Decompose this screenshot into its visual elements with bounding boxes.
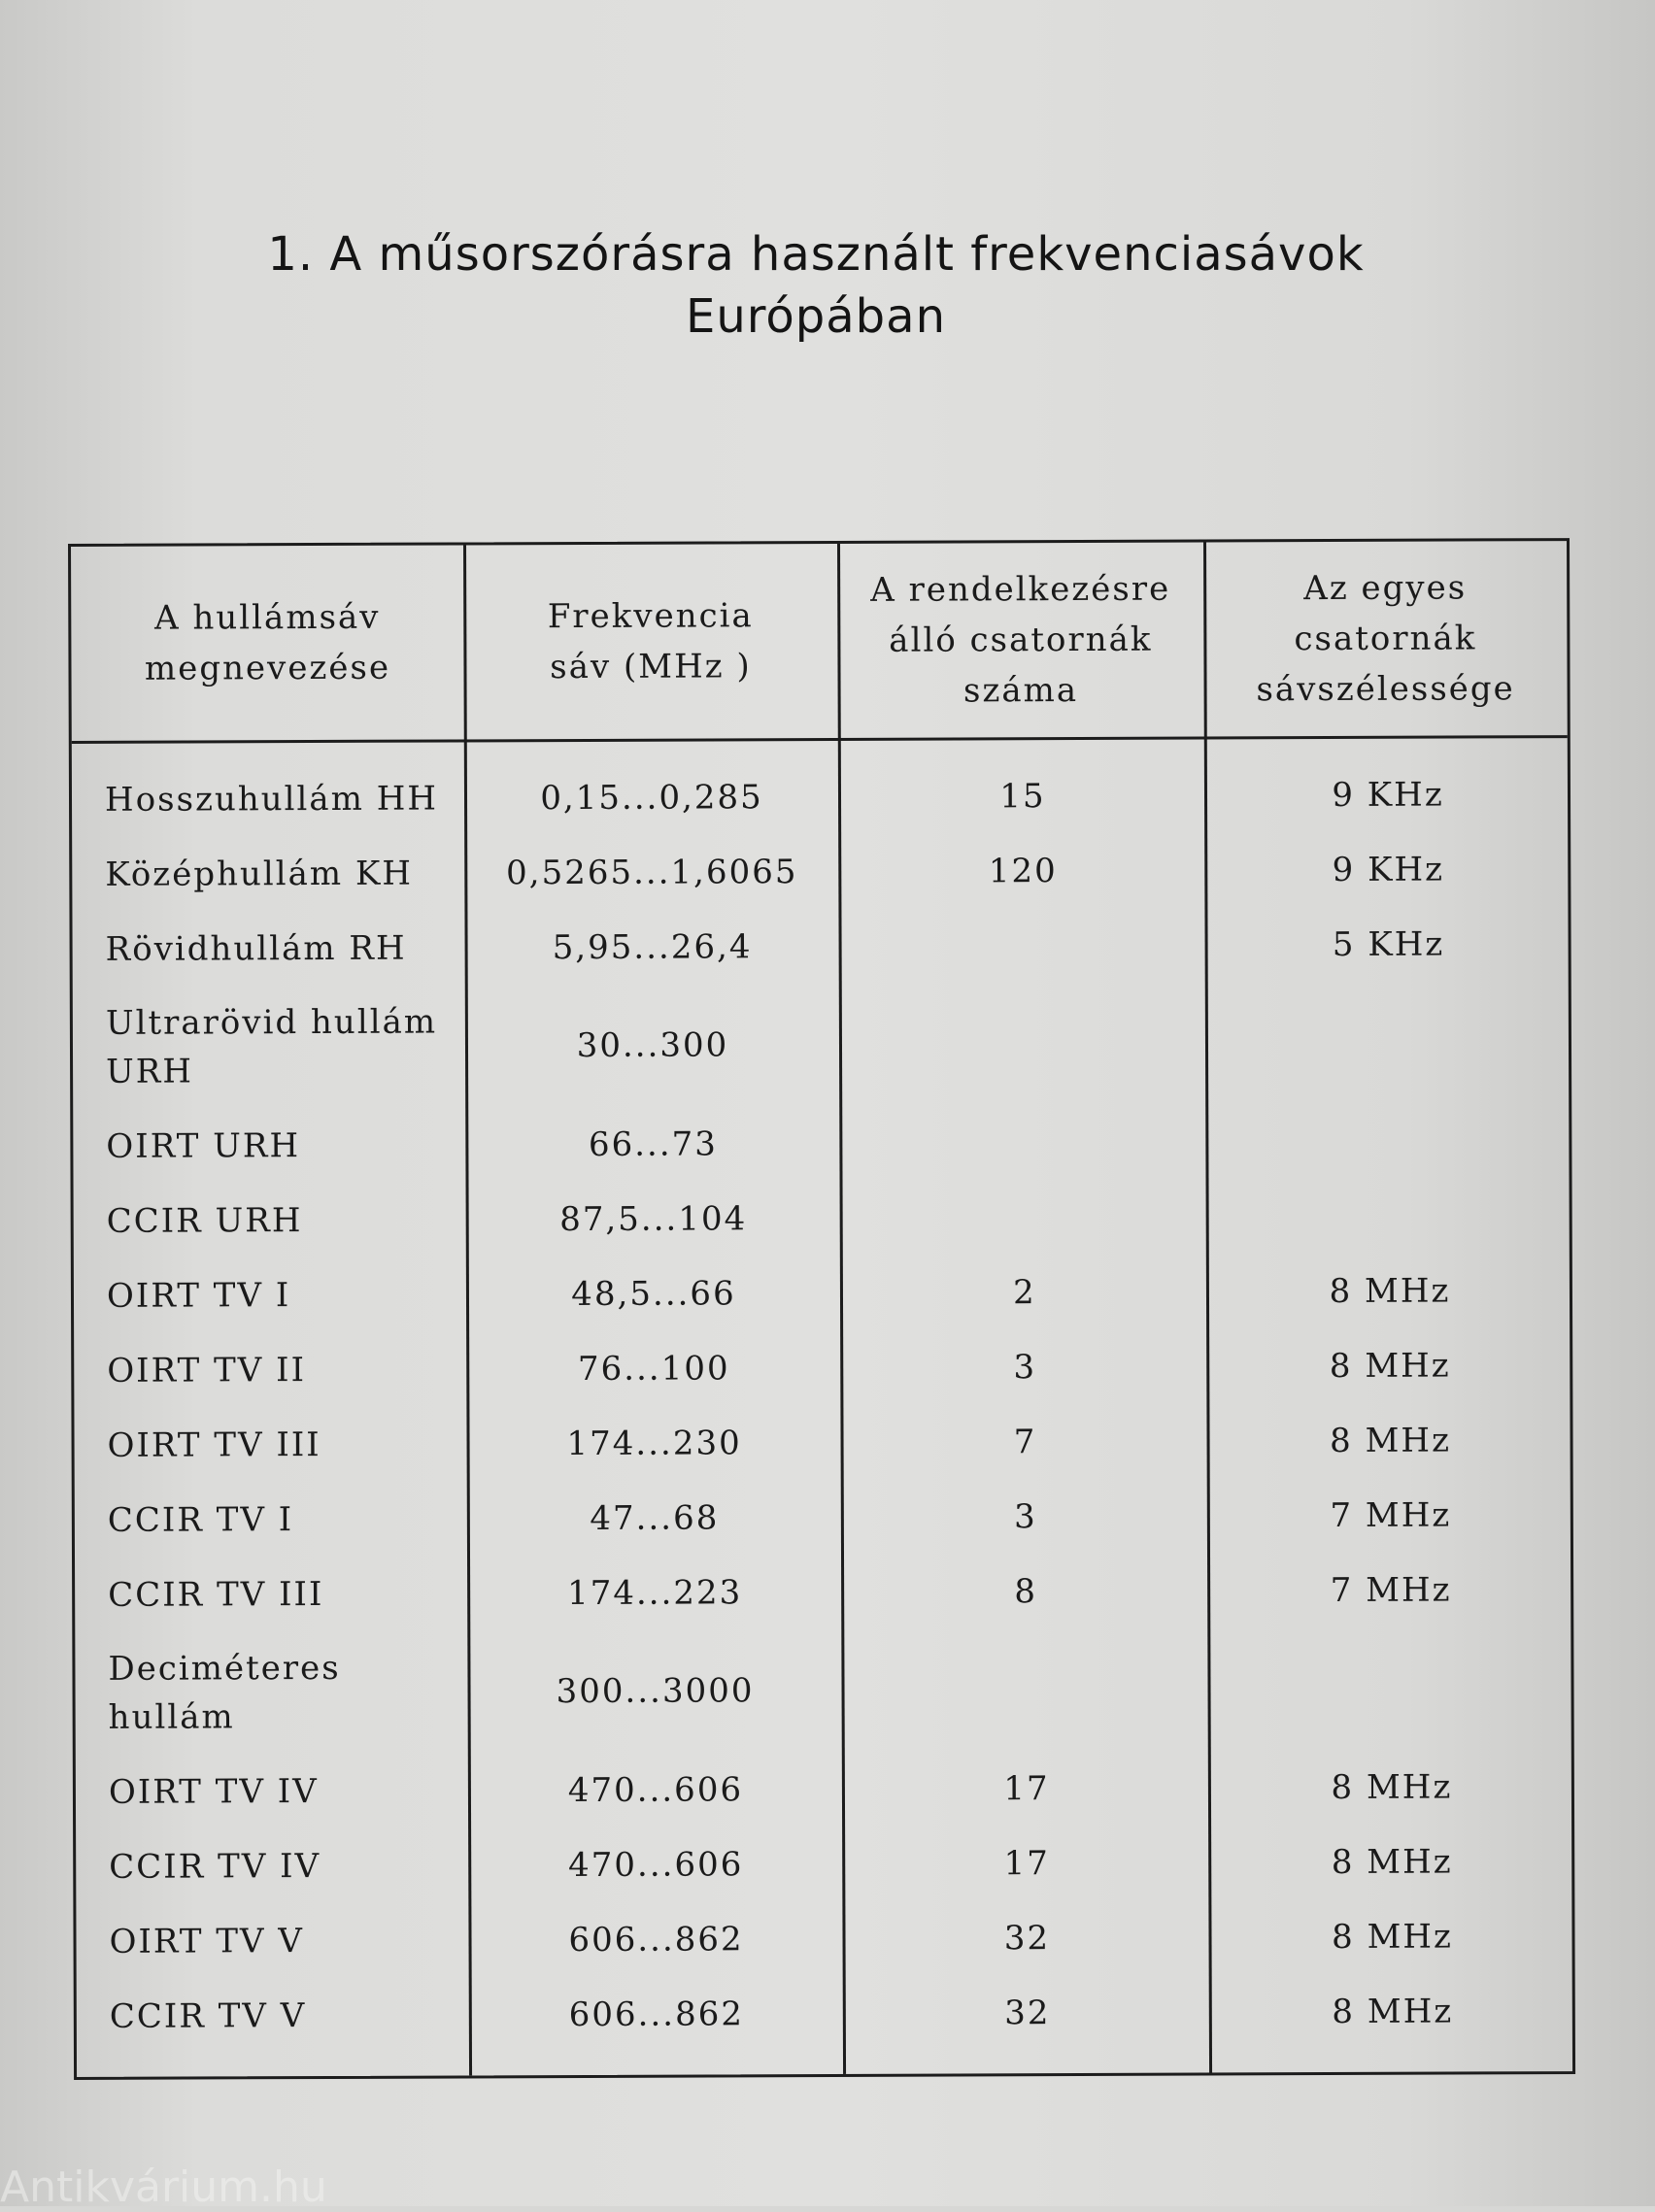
bandwidth-cell: 7 MHz <box>1330 1570 1452 1610</box>
band-name-cell <box>107 1182 466 1257</box>
bandwidth-cell: 7 MHz <box>1330 1495 1452 1535</box>
frequency-cell: 606...862 <box>568 1919 744 1960</box>
band-name-line: URH <box>106 1052 194 1091</box>
bandwidth-cell: 9 KHz <box>1332 850 1445 889</box>
table-row <box>77 1973 1572 2054</box>
table-row <box>72 906 1568 987</box>
band-name-line: OIRT TV V <box>109 1921 304 1961</box>
table-row <box>73 1103 1569 1184</box>
frequency-cell: 470...606 <box>568 1844 744 1885</box>
channel-count-cell: 32 <box>1003 1918 1051 1958</box>
frequency-cell: 0,15...0,285 <box>540 777 763 818</box>
band-name-line: Rövidhullám RH <box>105 928 407 969</box>
band-name-cell <box>107 1331 466 1407</box>
band-name-line: OIRT TV II <box>107 1350 307 1391</box>
frequency-cell: 76...100 <box>577 1348 730 1389</box>
channel-count-cell: 120 <box>988 851 1058 890</box>
band-name-line: OIRT TV III <box>107 1424 321 1465</box>
table-row <box>74 1327 1570 1408</box>
channel-count-cell <box>844 1628 1207 1752</box>
channel-count-cell: 7 <box>1013 1422 1037 1461</box>
bandwidth-cell: 8 MHz <box>1329 1271 1451 1311</box>
header-frequency-band <box>463 544 838 739</box>
bandwidth-cell: 8 MHz <box>1332 1992 1454 2031</box>
band-name-cell <box>105 910 464 986</box>
band-name-line: OIRT TV I <box>106 1275 291 1316</box>
band-name-cell <box>109 1827 468 1903</box>
band-name-cell <box>110 1977 469 2053</box>
header-line: álló csatornák <box>889 620 1153 660</box>
band-name-line: CCIR TV III <box>108 1574 324 1615</box>
table-row <box>76 1898 1571 1979</box>
table-row <box>76 1824 1571 1904</box>
frequency-cell: 174...230 <box>566 1423 742 1463</box>
header-line: száma <box>963 671 1079 711</box>
table-row <box>75 1552 1571 1632</box>
frequency-cell: 174...223 <box>566 1572 743 1613</box>
frequency-cell: 47...68 <box>590 1497 720 1538</box>
band-name-cell <box>107 1406 466 1482</box>
band-name-line: CCIR TV I <box>107 1499 294 1540</box>
band-name-line: hullám <box>108 1697 235 1737</box>
header-line: sáv (MHz ) <box>550 647 752 687</box>
band-name-line: CCIR TV IV <box>109 1846 321 1887</box>
page-title <box>0 223 1632 348</box>
channel-count-cell: 17 <box>1003 1843 1050 1883</box>
band-name-cell <box>108 1481 467 1557</box>
frequency-cell: 0,5265...1,6065 <box>506 852 798 892</box>
frequency-cell: 48,5...66 <box>571 1273 736 1314</box>
title-line-2: Európában <box>686 289 946 344</box>
table-row <box>76 1749 1571 1829</box>
bandwidth-cell: 8 MHz <box>1330 1421 1452 1460</box>
band-name-line: OIRT TV IV <box>108 1771 319 1812</box>
channel-count-cell: 32 <box>1004 1993 1051 2032</box>
bandwidth-cell <box>1209 981 1569 1104</box>
band-name-line: OIRT URH <box>106 1125 301 1166</box>
header-band-name <box>71 545 464 741</box>
band-name-cell <box>105 835 464 911</box>
band-name-cell <box>108 1630 467 1754</box>
watermark: Antikvárium.hu <box>0 2162 327 2212</box>
frequency-cell: 30...300 <box>576 1025 729 1065</box>
header-line: csatornák <box>1294 619 1477 659</box>
band-name-line: Ultrarövid hullám <box>105 1002 438 1043</box>
header-line: Frekvencia <box>547 596 754 637</box>
band-name-cell <box>109 1753 468 1828</box>
bandwidth-cell: 8 MHz <box>1332 1917 1453 1957</box>
band-name-line: CCIR TV V <box>109 1995 307 2036</box>
band-name-line: Deciméteres <box>108 1648 341 1689</box>
bandwidth-cell <box>1210 1178 1570 1254</box>
header-channel-bandwidth <box>1203 541 1568 736</box>
header-line: A rendelkezésre <box>870 569 1171 610</box>
table-row <box>72 831 1568 912</box>
channel-count-cell <box>843 1180 1206 1256</box>
table-body <box>72 756 1572 2054</box>
frequency-cell: 300...3000 <box>556 1671 755 1712</box>
frequency-cell: 66...73 <box>588 1123 718 1164</box>
channel-count-cell: 3 <box>1013 1496 1037 1536</box>
bandwidth-cell: 5 KHz <box>1332 924 1445 964</box>
bandwidth-cell: 8 MHz <box>1331 1842 1453 1882</box>
channel-count-cell: 17 <box>1003 1768 1050 1808</box>
header-channel-count <box>837 543 1204 738</box>
table-row <box>75 1477 1571 1558</box>
bandwidth-cell <box>1209 1103 1569 1179</box>
band-name-line: Középhullám KH <box>105 854 414 894</box>
band-name-line: CCIR URH <box>106 1200 303 1241</box>
frequency-cell: 87,5...104 <box>559 1198 748 1239</box>
bandwidth-cell: 8 MHz <box>1331 1767 1453 1807</box>
frequency-cell: 5,95...26,4 <box>552 926 753 967</box>
table-row <box>72 756 1568 837</box>
header-line: sávszélessége <box>1256 669 1515 710</box>
channel-count-cell: 3 <box>1013 1347 1037 1387</box>
table-row <box>74 1402 1570 1483</box>
header-line: A hullámsáv <box>154 597 381 638</box>
band-name-cell <box>105 760 464 836</box>
header-line: megnevezése <box>144 648 391 688</box>
frequency-cell: 470...606 <box>567 1769 744 1810</box>
frequency-cell: 606...862 <box>568 1994 745 2034</box>
table-row <box>74 1178 1570 1258</box>
band-name-line: Hosszuhullám HH <box>104 779 439 820</box>
table-row <box>74 1253 1570 1333</box>
channel-count-cell <box>842 983 1205 1106</box>
band-name-cell <box>107 1257 466 1332</box>
band-name-cell <box>106 985 465 1108</box>
bandwidth-cell: 9 KHz <box>1332 775 1444 815</box>
table-row <box>73 981 1569 1109</box>
band-name-cell <box>108 1556 467 1631</box>
channel-count-cell: 2 <box>1013 1272 1036 1312</box>
table-row <box>75 1626 1571 1755</box>
channel-count-cell <box>841 908 1204 984</box>
header-line: Az egyes <box>1303 568 1468 609</box>
bandwidth-cell <box>1211 1626 1571 1750</box>
band-name-cell <box>106 1107 465 1183</box>
title-line-1: 1. A műsorszórásra használt frekvenciasávok <box>267 227 1365 282</box>
channel-count-cell: 8 <box>1014 1571 1038 1611</box>
band-name-cell <box>109 1902 468 1978</box>
channel-count-cell: 15 <box>999 776 1046 816</box>
frequency-table <box>68 538 1575 2080</box>
channel-count-cell <box>842 1105 1205 1181</box>
bandwidth-cell: 8 MHz <box>1329 1346 1451 1386</box>
